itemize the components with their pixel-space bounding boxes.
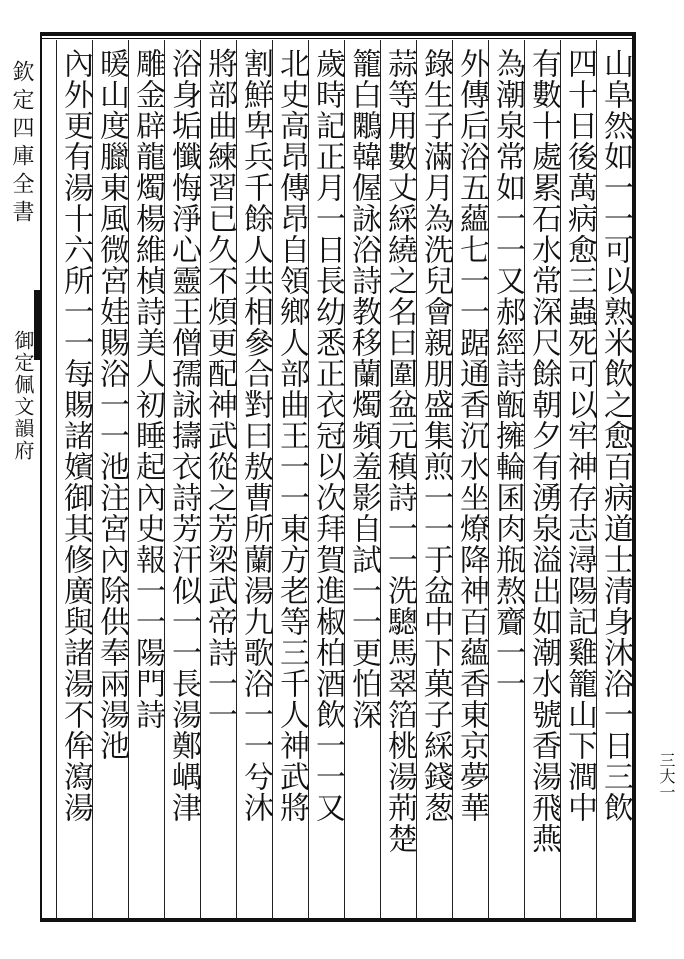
left-border xyxy=(40,32,42,922)
running-title: 欽定四庫全書 xyxy=(9,60,34,228)
text-column: 為潮泉常如一一又郝經詩甑擁輪囷肉瓶熬齎一一 xyxy=(490,48,525,699)
text-column: 暖山度臘東風微宮娃賜浴一一池注宮內除供奉兩湯池 xyxy=(94,48,129,761)
text-column: 浴身垢懺悔淨心靈王僧孺詠擣衣詩芳汗似一一長湯鄭嵎津 xyxy=(166,48,201,823)
top-border xyxy=(40,32,636,36)
text-column: 山阜然如一一可以熟米飲之愈百病道士清身沐浴一日三飲 xyxy=(598,48,633,823)
text-column: 歲時記正月一日長幼悉正衣冠以次拜賀進椒柏酒飲一一又 xyxy=(310,48,345,823)
text-column: 四十日後萬病愈三蟲死可以牢神存志潯陽記雞籠山下澗中 xyxy=(562,48,597,823)
text-column: 割鮮卑兵千餘人共相參合對曰敖曹所蘭湯九歌浴一一兮沐 xyxy=(238,48,273,823)
text-column: 錄生子滿月為洗兒會親朋盛集煎一一于盆中下菓子綵錢葱 xyxy=(418,48,453,823)
bottom-border xyxy=(40,918,636,922)
text-column: 將部曲練習已久不煩更配神武從之芳梁武帝詩一一 xyxy=(202,48,237,730)
text-column: 雕金辟龍燭楊維楨詩美人初睡起內史報一一陽門詩 xyxy=(130,48,165,730)
text-column: 外傳后浴五蘊七一一踞通香沉水坐燎降神百蘊香東京夢華 xyxy=(454,48,489,823)
text-column: 內外更有湯十六所一一每賜諸嬪御其修廣與諸湯不侔瀉湯 xyxy=(58,48,93,823)
text-column: 北史高昂傳昂自領鄉人部曲王一一東方老等三千人神武將 xyxy=(274,48,309,823)
top-border-inner xyxy=(40,38,636,39)
book-title: 御定佩文韻府 xyxy=(11,330,35,462)
text-column: 蒜等用數丈綵繞之名曰圍盆元稹詩一一洗驄馬翠箔桃湯荊楚 xyxy=(382,48,417,854)
text-column: 籠白鷴韓偓詠浴詩教移蘭燭頻羞影自試一一更怕深 xyxy=(346,48,381,730)
text-column: 有數十處累石水常深尺餘朝夕有湧泉溢出如潮水號香湯飛燕 xyxy=(526,48,561,854)
page-number: 三大一 xyxy=(657,752,676,800)
